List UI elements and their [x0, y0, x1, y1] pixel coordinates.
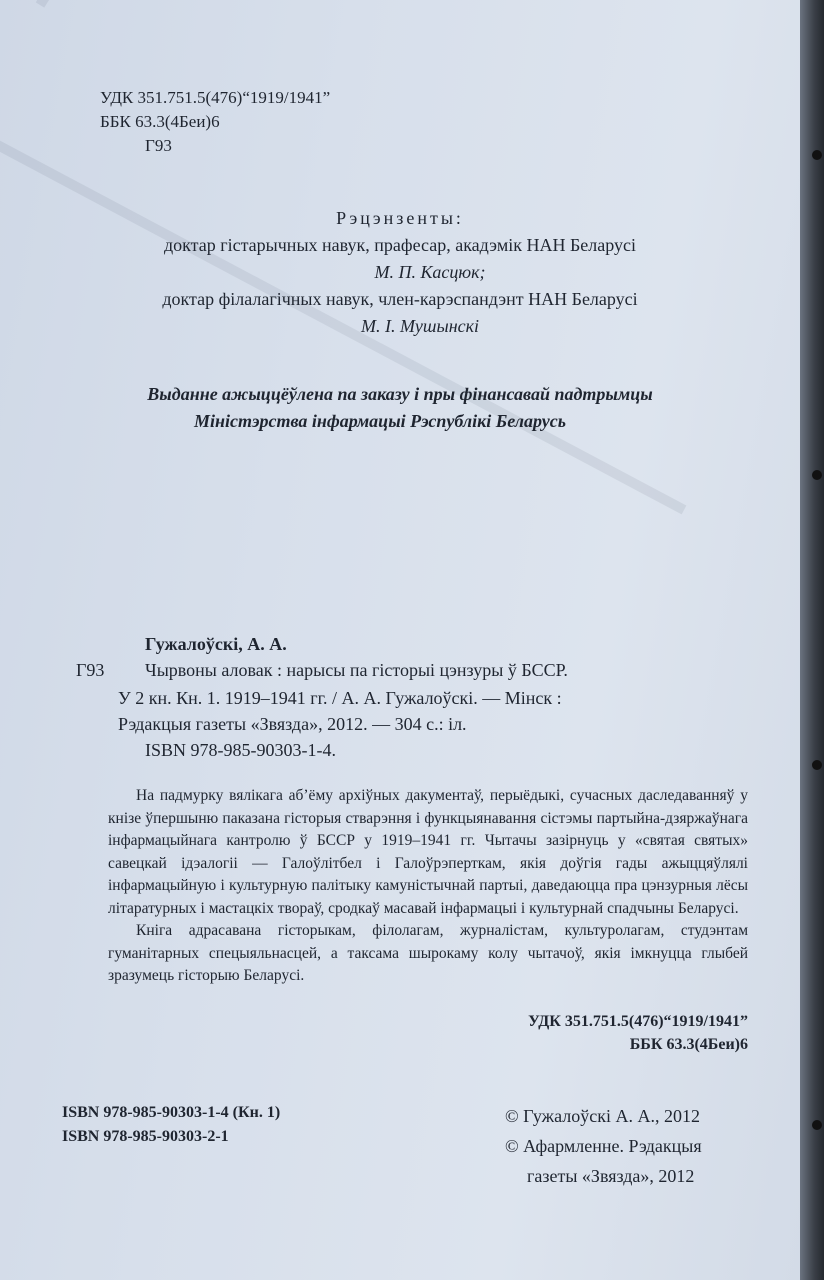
classification-udk: УДК 351.751.5(476)“1919/1941”	[528, 1013, 748, 1030]
bib-line: Рэдакцыя газеты «Звязда», 2012. — 304 с.: іл.	[118, 714, 467, 734]
reviewer-title: доктар філалагічных навук, член-карэспандэнт НАН Беларусі	[162, 289, 638, 309]
annotation-paragraph: На падмурку вялікага аб’ёму архіўных дакументаў, перыёдыкі, сучасных даследаванняў у кнізе ўпершыню паказана гісторыя стварэння і функцыянавання сістэмы партыйна-дзяржаўнага інфармацыйнага кантролю ў БССР у 1919–1941 гг. Чытачы зазірнуць у «святая святых» савецкай ідэалогіі — Галоўлітбел і Галоўрэперткам, якія доўгія гады ажыццяўлялі інфармацыйную і культурную палітыку камуністычнай партыі, даведаюцца пра цэнзурныя лёсы літаратурных і мастацкіх твораў, сродкаў масавай інфармацыі і культурнай спадчыны Беларусі.	[108, 787, 748, 917]
binding-edge	[800, 0, 824, 1280]
binding-hole	[812, 150, 822, 160]
binding-hole	[812, 470, 822, 480]
top-author-code: Г93	[145, 136, 172, 155]
support-note: Выданне ажыццёўлена па заказу і пры фінансавай падтрымцы	[147, 384, 653, 404]
binding-hole	[812, 1120, 822, 1130]
copyright-line: © Афармленне. Рэдакцыя	[505, 1136, 702, 1156]
isbn-line: ISBN 978-985-90303-2-1	[62, 1128, 229, 1145]
reviewers-heading: Рэцэнзенты:	[336, 208, 464, 228]
copyright-line: газеты «Звязда», 2012	[527, 1166, 695, 1186]
bib-line: У 2 кн. Кн. 1. 1919–1941 гг. / А. А. Гужалоўскі. — Мінск :	[118, 688, 562, 708]
reviewer-title: доктар гістарычных навук, прафесар, акадэмік НАН Беларусі	[163, 235, 637, 255]
bib-line: Чырвоны аловак : нарысы па гісторыі цэнзуры ў БССР.	[145, 660, 568, 680]
bib-isbn: ISBN 978-985-90303-1-4.	[145, 740, 336, 760]
support-note: Міністэрства інфармацыі Рэспублікі Беларусь	[194, 411, 566, 431]
binding-hole	[812, 760, 822, 770]
copyright-line: © Гужалоўскі А. А., 2012	[505, 1106, 700, 1126]
top-bbk: ББК 63.3(4Беи)6	[100, 112, 220, 131]
annotation	[108, 785, 748, 988]
show-through-stroke	[36, 0, 214, 8]
isbn-line: ISBN 978-985-90303-1-4 (Кн. 1)	[62, 1104, 281, 1121]
reviewer-name: М. П. Касцюк;	[374, 262, 486, 282]
classification-bbk: ББК 63.3(4Беи)6	[629, 1036, 748, 1053]
bib-code: Г93	[76, 660, 105, 680]
reviewer-name: М. І. Мушынскі	[360, 316, 480, 336]
annotation-paragraph: Кніга адрасавана гісторыкам, філолагам, журналістам, культуролагам, студэнтам гуманітарных спецыяльнасцей, а таксама шырокаму колу чытачоў, якія імкнуцца глыбей зразумець гісторыю Беларусі.	[108, 922, 748, 984]
bib-author: Гужалоўскі, А. А.	[145, 634, 287, 654]
top-udk: УДК 351.751.5(476)“1919/1941”	[100, 88, 331, 107]
